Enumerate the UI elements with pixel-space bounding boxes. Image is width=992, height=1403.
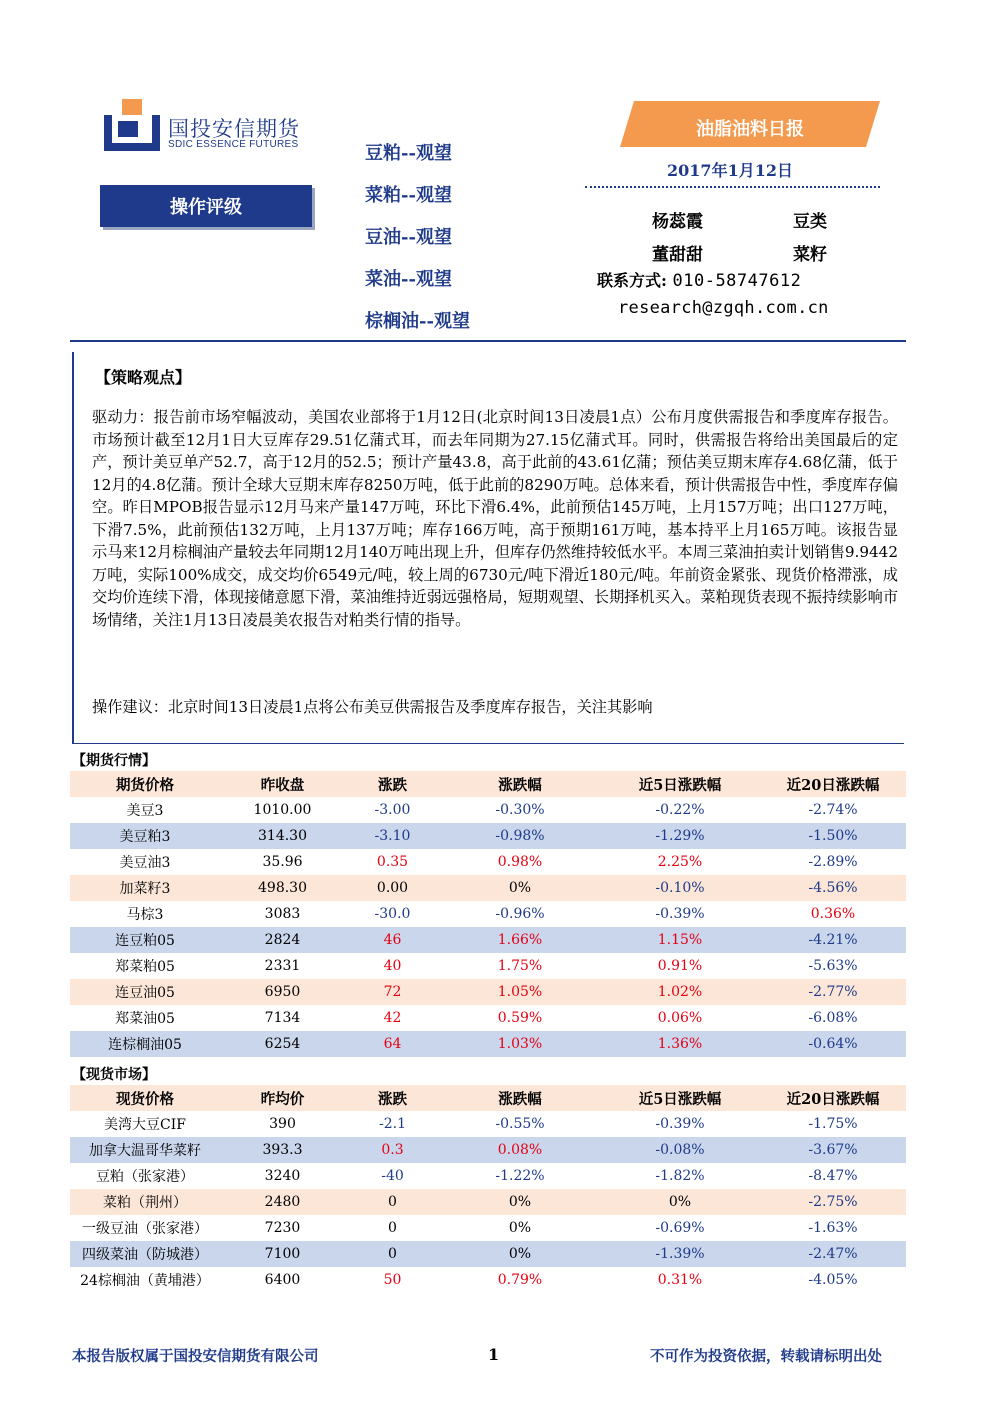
table-row [70,875,906,901]
cell-d5: 0.91% [657,958,703,974]
cell-name: 加拿大温哥华菜籽 [89,1143,201,1159]
table-header-row [70,771,906,797]
cell-chg: -3.10 [374,828,411,844]
cell-chg: 0.35 [376,854,409,870]
cell-pct: 1.75% [497,958,543,974]
cell-name: 一级豆油（张家港） [82,1221,208,1237]
cell-name: 连棕榈油05 [108,1037,182,1053]
cell-chg: 42 [383,1010,402,1026]
cell-chg: 64 [383,1036,402,1052]
cell-name: 菜粕（荆州） [103,1195,187,1211]
analyst-name: 董甜甜 [652,245,703,265]
futures-table [70,771,906,1057]
footer-disclaimer: 不可作为投资依据，转载请标明出处 [650,1348,882,1365]
cell-d20: -0.64% [808,1036,858,1052]
cell-chg: -2.1 [379,1116,406,1132]
column-header: 近20日涨跌幅 [786,776,880,794]
table-row [70,1005,906,1031]
analyst-area: 豆类 [793,212,827,232]
rating-item: 菜油--观望 [365,269,452,290]
cell-d20: -4.56% [808,880,858,896]
cell-name: 美豆粕3 [119,829,171,845]
cell-chg: -30.0 [374,906,411,922]
cell-pct: 0% [508,1246,532,1262]
cell-pct: 1.66% [497,932,543,948]
contact-email[interactable]: research@zgqh.com.cn [618,298,829,318]
cell-close: 393.3 [262,1142,303,1158]
cell-pct: -0.55% [495,1116,545,1132]
cell-d5: 0.31% [657,1272,703,1288]
cell-name: 美豆油3 [119,855,171,871]
column-header: 昨均价 [260,1090,305,1108]
table-row [70,901,906,927]
cell-close: 1010.00 [253,802,312,818]
cell-chg: 0.00 [376,880,409,896]
report-date: 2017年1月12日 [667,161,793,180]
table-row [70,953,906,979]
table-row [70,1241,906,1267]
table-row [70,1215,906,1241]
cell-d5: 1.36% [657,1036,703,1052]
cell-chg: 0 [388,1220,397,1236]
strategy-body: 驱动力：报告前市场窄幅波动，美国农业部将于1月12日(北京时间13日凌晨1点）公布月度供需报告和季度库存报告。市场预计截至12月1日大豆库存29.51亿蒲式耳，而去年同期为27.15亿蒲式耳。同时，供需报告将给出美国最后的定产，预计美豆单产52.7，高于12月的52.5；预计产量43.8，高于此前的43.61亿蒲；预估美豆期末库存4.68亿蒲，低于12月的4.8亿蒲。预计全球大豆期末库存8250万吨，低于此前的8290万吨。总体来看，预计供需报告中性，季度库存偏空。昨日MPOB报告显示12月马来产量147万吨，环比下滑6.4%，此前预估145万吨，上月157万吨；出口127万吨，下滑7.5%，此前预估132万吨，上月137万吨；库存166万吨，高于预期161万吨，基本持平上月165万吨。该报告显示马来12月棕榈油产量较去年同期12月140万吨出现上升，但库存仍然维持较低水平。本周三菜油拍卖计划销售9.9442万吨，实际100%成交，成交均价6549元/吨，较上周的6730元/吨下滑近180元/吨。年前资金紧张、现货价格滞涨，成交均价连续下滑，体现接储意愿下滑，菜油维持近弱远强格局，短期观望、长期择机买入。菜粕现货表现不振持续影响市场情绪，关注1月13日凌晨美农报告对粕类行情的指导。 [92,408,898,629]
cell-d5: -1.39% [655,1246,705,1262]
cell-d20: -2.77% [808,984,858,1000]
column-header: 涨跌 [378,1090,407,1108]
cell-close: 6400 [264,1272,301,1288]
cell-d5: 0% [668,1194,692,1210]
cell-d20: -1.75% [808,1116,858,1132]
cell-chg: 50 [383,1272,402,1288]
cell-close: 390 [269,1116,296,1132]
table-row [70,979,906,1005]
company-name-cn: 国投安信期货 [168,117,300,141]
contact-phone: 010-58747612 [672,271,802,291]
cell-chg: 72 [383,984,402,1000]
header-dotted-divider [585,186,880,188]
cell-d20: 0.36% [810,906,856,922]
cell-pct: 1.03% [497,1036,543,1052]
cell-d20: -3.67% [808,1142,858,1158]
cell-d5: 2.25% [657,854,703,870]
spot-table [70,1085,906,1293]
report-title: 油脂油料日报 [696,119,804,140]
cell-name: 加菜籽3 [119,881,171,897]
cell-name: 豆粕（张家港） [96,1169,194,1185]
rating-item: 豆油--观望 [365,227,452,248]
cell-d20: -5.63% [808,958,858,974]
cell-name: 郑菜粕05 [115,959,175,975]
cell-pct: -0.96% [495,906,545,922]
cell-d5: -0.39% [655,1116,705,1132]
column-header: 期货价格 [116,776,174,794]
cell-name: 连豆油05 [115,985,175,1001]
table-row [70,1137,906,1163]
cell-d5: -0.22% [655,802,705,818]
table-row [70,927,906,953]
rating-item: 菜粕--观望 [365,185,452,206]
rating-item: 棕榈油--观望 [365,311,470,332]
cell-pct: 0% [508,1194,532,1210]
page-number: 1 [488,1345,500,1364]
cell-d20: -1.50% [808,828,858,844]
cell-name: 马棕3 [126,907,164,923]
cell-name: 美豆3 [126,803,164,819]
cell-pct: 0% [508,880,532,896]
table-row [70,1267,906,1293]
cell-d20: -8.47% [808,1168,858,1184]
table-row [70,823,906,849]
cell-close: 2824 [264,932,301,948]
cell-close: 498.30 [258,880,307,896]
cell-d20: -2.47% [808,1246,858,1262]
cell-d5: -0.39% [655,906,705,922]
cell-close: 7100 [264,1246,301,1262]
table-row [70,1031,906,1057]
cell-pct: 0.79% [497,1272,543,1288]
table-row [70,1163,906,1189]
rating-list [365,142,470,352]
table-row [70,849,906,875]
cell-pct: 0.08% [497,1142,543,1158]
cell-name: 美湾大豆CIF [104,1117,186,1133]
table-row [70,1111,906,1137]
cell-d20: -4.21% [808,932,858,948]
column-header: 昨收盘 [260,776,305,794]
cell-chg: 0 [388,1194,397,1210]
cell-close: 7230 [264,1220,301,1236]
cell-d20: -2.89% [808,854,858,870]
cell-chg: 0 [388,1246,397,1262]
rating-label-box: 操作评级 [100,185,312,227]
cell-d5: -0.69% [655,1220,705,1236]
cell-close: 2480 [264,1194,301,1210]
analyst-name: 杨蕊霞 [652,212,703,232]
cell-chg: 0.3 [381,1142,404,1158]
column-header: 近5日涨跌幅 [638,1090,722,1108]
cell-name: 24棕榈油（黄埔港） [80,1273,210,1289]
cell-pct: -0.98% [495,828,545,844]
cell-d5: -0.10% [655,880,705,896]
spot-section-label: 【现货市场】 [72,1067,156,1083]
rating-item: 豆粕--观望 [365,143,452,164]
strategy-advice: 操作建议：北京时间13日凌晨1点将公布美豆供需报告及季度库存报告，关注其影响 [92,698,653,716]
cell-chg: -40 [381,1168,404,1184]
cell-chg: 40 [383,958,402,974]
cell-d5: 1.15% [657,932,703,948]
cell-chg: 46 [383,932,402,948]
cell-close: 2331 [264,958,301,974]
cell-close: 3240 [264,1168,301,1184]
column-header: 近5日涨跌幅 [638,776,722,794]
cell-close: 3083 [264,906,301,922]
company-logo-mark [104,99,160,151]
cell-pct: 0% [508,1220,532,1236]
column-header: 涨跌幅 [498,1090,542,1108]
header-divider [70,340,906,342]
table-row [70,797,906,823]
cell-close: 35.96 [262,854,303,870]
table-row [70,1189,906,1215]
cell-d5: -1.82% [655,1168,705,1184]
cell-chg: -3.00 [374,802,411,818]
cell-name: 郑菜油05 [115,1011,175,1027]
cell-name: 连豆粕05 [115,933,175,949]
cell-pct: -1.22% [495,1168,545,1184]
cell-name: 四级菜油（防城港） [82,1247,208,1263]
cell-pct: 0.59% [497,1010,543,1026]
cell-d5: -0.08% [655,1142,705,1158]
column-header: 涨跌幅 [498,776,542,794]
contact-label: 联系方式: [597,271,667,290]
cell-close: 6950 [264,984,301,1000]
strategy-title: 【策略观点】 [95,368,192,387]
cell-d20: -4.05% [808,1272,858,1288]
footer-copyright: 本报告版权属于国投安信期货有限公司 [72,1348,319,1365]
cell-close: 6254 [264,1036,301,1052]
column-header: 现货价格 [116,1090,174,1108]
cell-d20: -1.63% [808,1220,858,1236]
analyst-area: 菜籽 [793,245,827,265]
column-header: 涨跌 [378,776,407,794]
cell-d5: 1.02% [657,984,703,1000]
contact-line [597,268,801,291]
company-name-en: SDIC ESSENCE FUTURES [168,139,299,150]
cell-pct: 1.05% [497,984,543,1000]
cell-d5: -1.29% [655,828,705,844]
table-header-row [70,1085,906,1111]
cell-pct: 0.98% [497,854,543,870]
cell-d5: 0.06% [657,1010,703,1026]
cell-close: 7134 [264,1010,301,1026]
cell-d20: -6.08% [808,1010,858,1026]
cell-d20: -2.74% [808,802,858,818]
futures-section-label: 【期货行情】 [72,753,156,769]
column-header: 近20日涨跌幅 [786,1090,880,1108]
cell-d20: -2.75% [808,1194,858,1210]
cell-pct: -0.30% [495,802,545,818]
cell-close: 314.30 [258,828,307,844]
